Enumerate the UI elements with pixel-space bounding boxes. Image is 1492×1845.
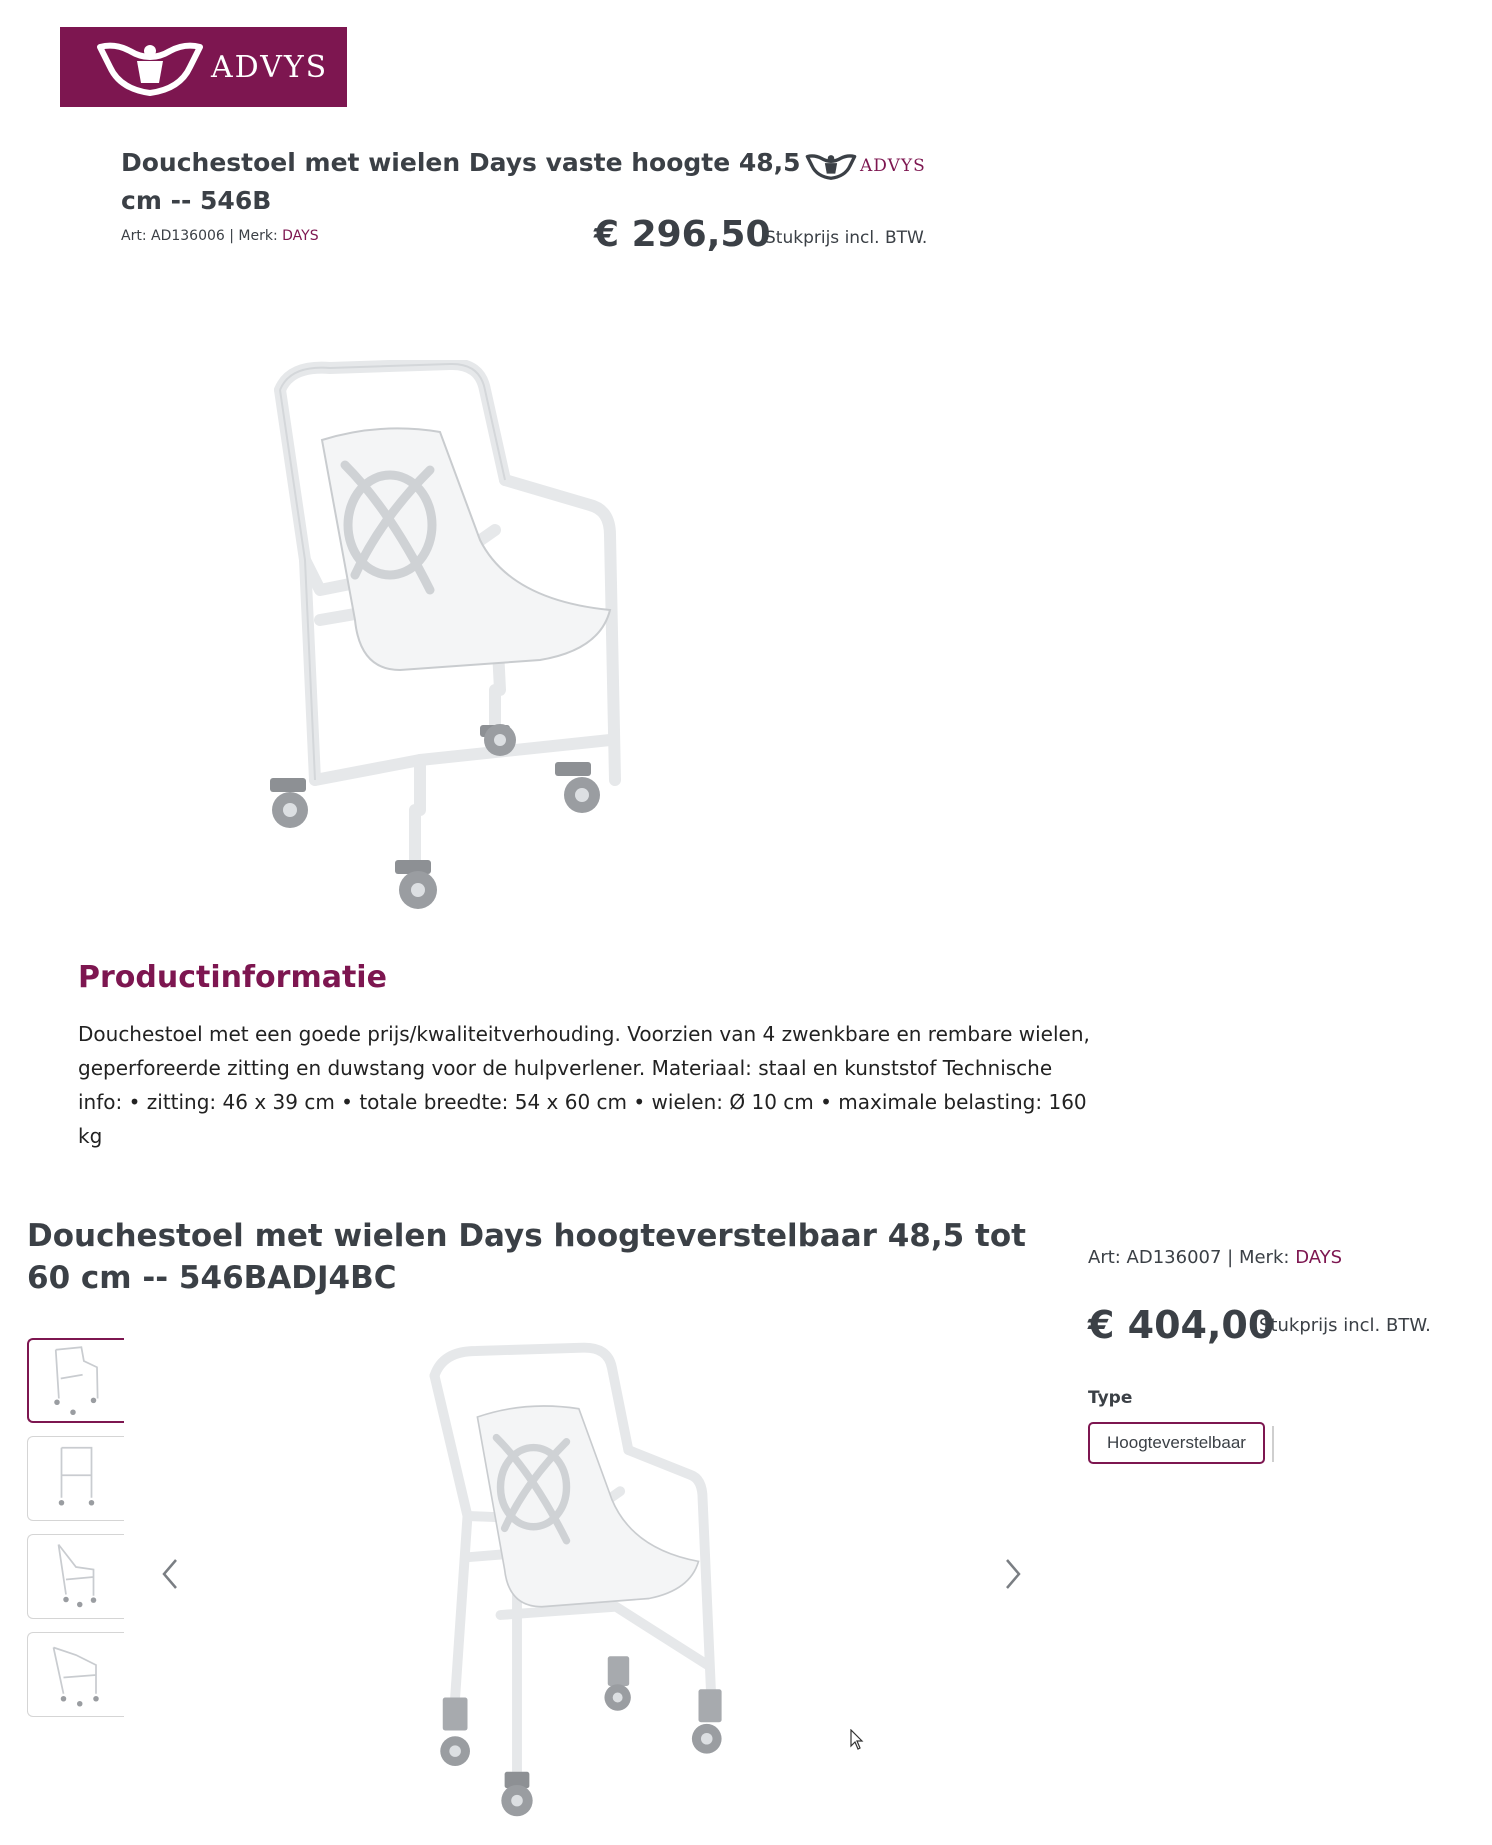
product-info-text: Douchestoel met een goede prijs/kwaliteitverhouding. Voorzien van 4 zwenkbare en rembare wielen, geperforeerde zitting en duwstang voor de hulpverlener. Materiaal: staal en kunststof Technische info: • zitting: 46 x 39 cm • totale breedte: 54 x 60 cm • wielen: Ø 10 cm • maximale belasting: 160 kg <box>78 1022 1090 1148</box>
gallery-thumbnail[interactable] <box>27 1436 124 1521</box>
type-option-button[interactable]: Hoogteverstelbaar <box>1088 1422 1265 1464</box>
gallery-prev-button[interactable] <box>155 1556 185 1592</box>
product-price: € 404,00 <box>1088 1303 1275 1347</box>
shower-chair-icon <box>250 360 650 920</box>
advys-logo-icon <box>95 37 205 97</box>
shower-chair-icon <box>49 1444 104 1514</box>
article-info <box>121 228 319 244</box>
shower-chair-icon <box>418 1342 748 1822</box>
advys-logo-icon <box>805 150 857 182</box>
product-title: Douchestoel met wielen Days vaste hoogte 48,5 cm -- 546B <box>121 148 801 215</box>
chevron-right-icon <box>1004 1558 1022 1590</box>
product-image[interactable] <box>250 360 650 924</box>
price-note: Stukprijs incl. BTW. <box>765 228 928 248</box>
gallery-next-button[interactable] <box>998 1556 1028 1592</box>
type-label: Type <box>1088 1388 1133 1408</box>
shower-chair-icon <box>45 1640 107 1710</box>
product-info-heading: Productinformatie <box>78 960 387 995</box>
gallery-thumbnail[interactable] <box>27 1338 124 1423</box>
brand-link[interactable]: DAYS <box>282 228 319 244</box>
chevron-left-icon <box>161 1558 179 1590</box>
site-logo[interactable] <box>60 27 347 107</box>
product-image[interactable] <box>418 1342 748 1826</box>
shower-chair-icon <box>47 1542 105 1612</box>
product-title: Douchestoel met wielen Days hoogteverstelbaar 48,5 tot 60 cm -- 546BADJ4BC <box>27 1218 1026 1296</box>
brand-link[interactable]: DAYS <box>1295 1247 1343 1268</box>
price-note: Stukprijs incl. BTW. <box>1259 1315 1431 1336</box>
cursor-arrow-icon <box>850 1729 864 1751</box>
gallery-thumbnail[interactable] <box>27 1632 124 1717</box>
gallery-thumbnail[interactable] <box>27 1534 124 1619</box>
mouse-cursor <box>850 1729 864 1755</box>
article-info <box>1088 1247 1342 1268</box>
brand-logo[interactable] <box>805 150 926 182</box>
logo-text: ADVYS <box>211 49 329 85</box>
article-number: Art: AD136006 | Merk: <box>121 228 278 244</box>
type-divider <box>1272 1426 1274 1462</box>
product-price: € 296,50 <box>594 214 771 255</box>
brand-logo-text: ADVYS <box>860 156 926 176</box>
article-number: Art: AD136007 | Merk: <box>1088 1247 1290 1268</box>
shower-chair-icon <box>47 1346 107 1416</box>
